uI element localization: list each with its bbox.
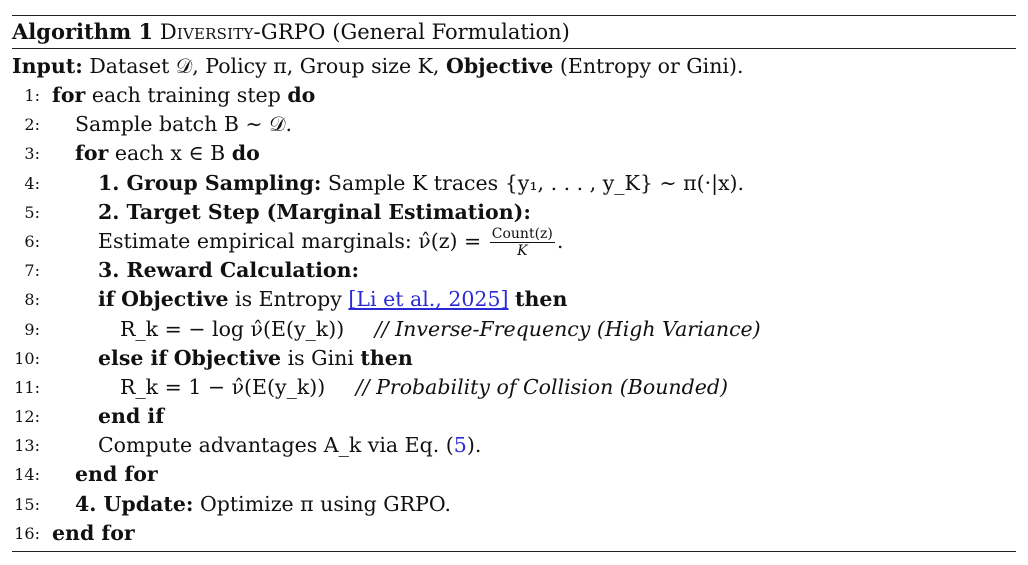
algo-line-15 — [12, 490, 1016, 519]
algo-line-7 — [12, 256, 1016, 285]
keyword-then: then — [515, 287, 568, 312]
algo-line-11 — [12, 373, 1016, 402]
algo-line-2 — [12, 110, 1016, 139]
input-objective: Objective — [445, 54, 554, 78]
line-number: 5: — [24, 202, 40, 222]
fraction-numerator: Count(z) — [491, 225, 553, 242]
line-text: is Entropy — [235, 287, 342, 312]
algo-line-8 — [12, 285, 1016, 314]
line-number: 7: — [24, 261, 40, 281]
line-text: Compute advantages A_k via Eq. ( — [98, 433, 454, 458]
line-number: 8: — [24, 290, 40, 310]
algo-line-5 — [12, 198, 1016, 227]
keyword-do: do — [231, 141, 260, 166]
keyword-objective: Objective — [173, 345, 282, 370]
equation: R_k = − log ν̂(E(y_k)) — [120, 316, 345, 341]
keyword-for: for — [75, 141, 109, 166]
line-number: 11: — [14, 377, 40, 397]
fraction — [490, 227, 555, 258]
equation: R_k = 1 − ν̂(E(y_k)) — [120, 374, 326, 399]
line-number: 9: — [24, 319, 40, 339]
keyword-end-if: end if — [98, 404, 165, 429]
caption-name: Diversity-GRPO — [159, 20, 326, 44]
algo-line-14 — [12, 460, 1016, 489]
algo-line-1 — [12, 81, 1016, 110]
algorithm-caption — [12, 16, 1016, 48]
line-text: is Gini — [287, 345, 354, 370]
algo-line-13 — [12, 431, 1016, 460]
keyword-end-for: end for — [52, 520, 135, 545]
keyword-for: for — [52, 83, 86, 107]
keyword-if: if — [98, 287, 115, 312]
line-text-after: ). — [466, 433, 482, 458]
line-number: 10: — [14, 348, 40, 368]
line-text: each training step — [91, 83, 281, 107]
step-label: 3. Reward Calculation: — [98, 258, 360, 283]
input-text-1: Dataset 𝒟, Policy π, Group size K, — [89, 54, 440, 78]
line-number: 16: — [14, 523, 40, 543]
step-label: 2. Target Step (Marginal Estimation): — [98, 199, 531, 224]
bottom-rule — [12, 551, 1016, 552]
line-text-after: . — [556, 228, 564, 253]
algorithm-body — [12, 49, 1016, 548]
step-label: 4. Update: — [75, 491, 194, 516]
keyword-else-if: else if — [98, 345, 168, 370]
caption-label: Algorithm 1 — [12, 19, 154, 44]
algo-line-9 — [12, 315, 1016, 344]
line-number: 13: — [14, 436, 40, 456]
line-number: 14: — [14, 465, 40, 485]
line-number: 1: — [24, 86, 40, 105]
keyword-end-for: end for — [75, 462, 158, 487]
algo-line-12 — [12, 402, 1016, 431]
comment: // Inverse-Frequency (High Variance) — [374, 316, 761, 341]
comment: // Probability of Collision (Bounded) — [355, 374, 728, 399]
algorithm-block — [12, 15, 1016, 552]
line-number: 4: — [24, 173, 40, 193]
equation-reference-link[interactable]: 5 — [453, 433, 467, 458]
fraction-denominator: K — [517, 242, 528, 259]
input-line — [12, 51, 1016, 81]
line-number: 3: — [24, 144, 40, 164]
algo-line-6 — [12, 225, 1016, 259]
line-number: 6: — [24, 231, 40, 251]
keyword-objective: Objective — [121, 287, 229, 312]
line-number: 2: — [24, 115, 40, 135]
line-text: Sample batch B ∼ 𝒟. — [75, 112, 292, 137]
algo-line-3 — [12, 139, 1016, 168]
citation-link[interactable]: [Li et al., 2025] — [348, 287, 509, 312]
line-text: each x ∈ B — [114, 141, 226, 166]
step-label: 1. Group Sampling: — [98, 170, 322, 195]
line-number: 12: — [14, 407, 40, 427]
keyword-then: then — [360, 345, 413, 370]
caption-rest: (General Formulation) — [332, 20, 570, 44]
input-label: Input: — [12, 54, 83, 78]
line-text: Optimize π using GRPO. — [199, 491, 451, 516]
line-number: 15: — [14, 494, 40, 514]
algo-line-10 — [12, 344, 1016, 373]
line-text: Sample K traces {y₁, . . . , y_K} ∼ π(·|x). — [327, 170, 745, 195]
algo-line-16 — [12, 519, 1016, 548]
line-text: Estimate empirical marginals: ν̂(z) = — [98, 228, 482, 253]
keyword-do: do — [287, 83, 316, 107]
input-text-2: (Entropy or Gini). — [559, 54, 744, 78]
algo-line-4 — [12, 169, 1016, 198]
